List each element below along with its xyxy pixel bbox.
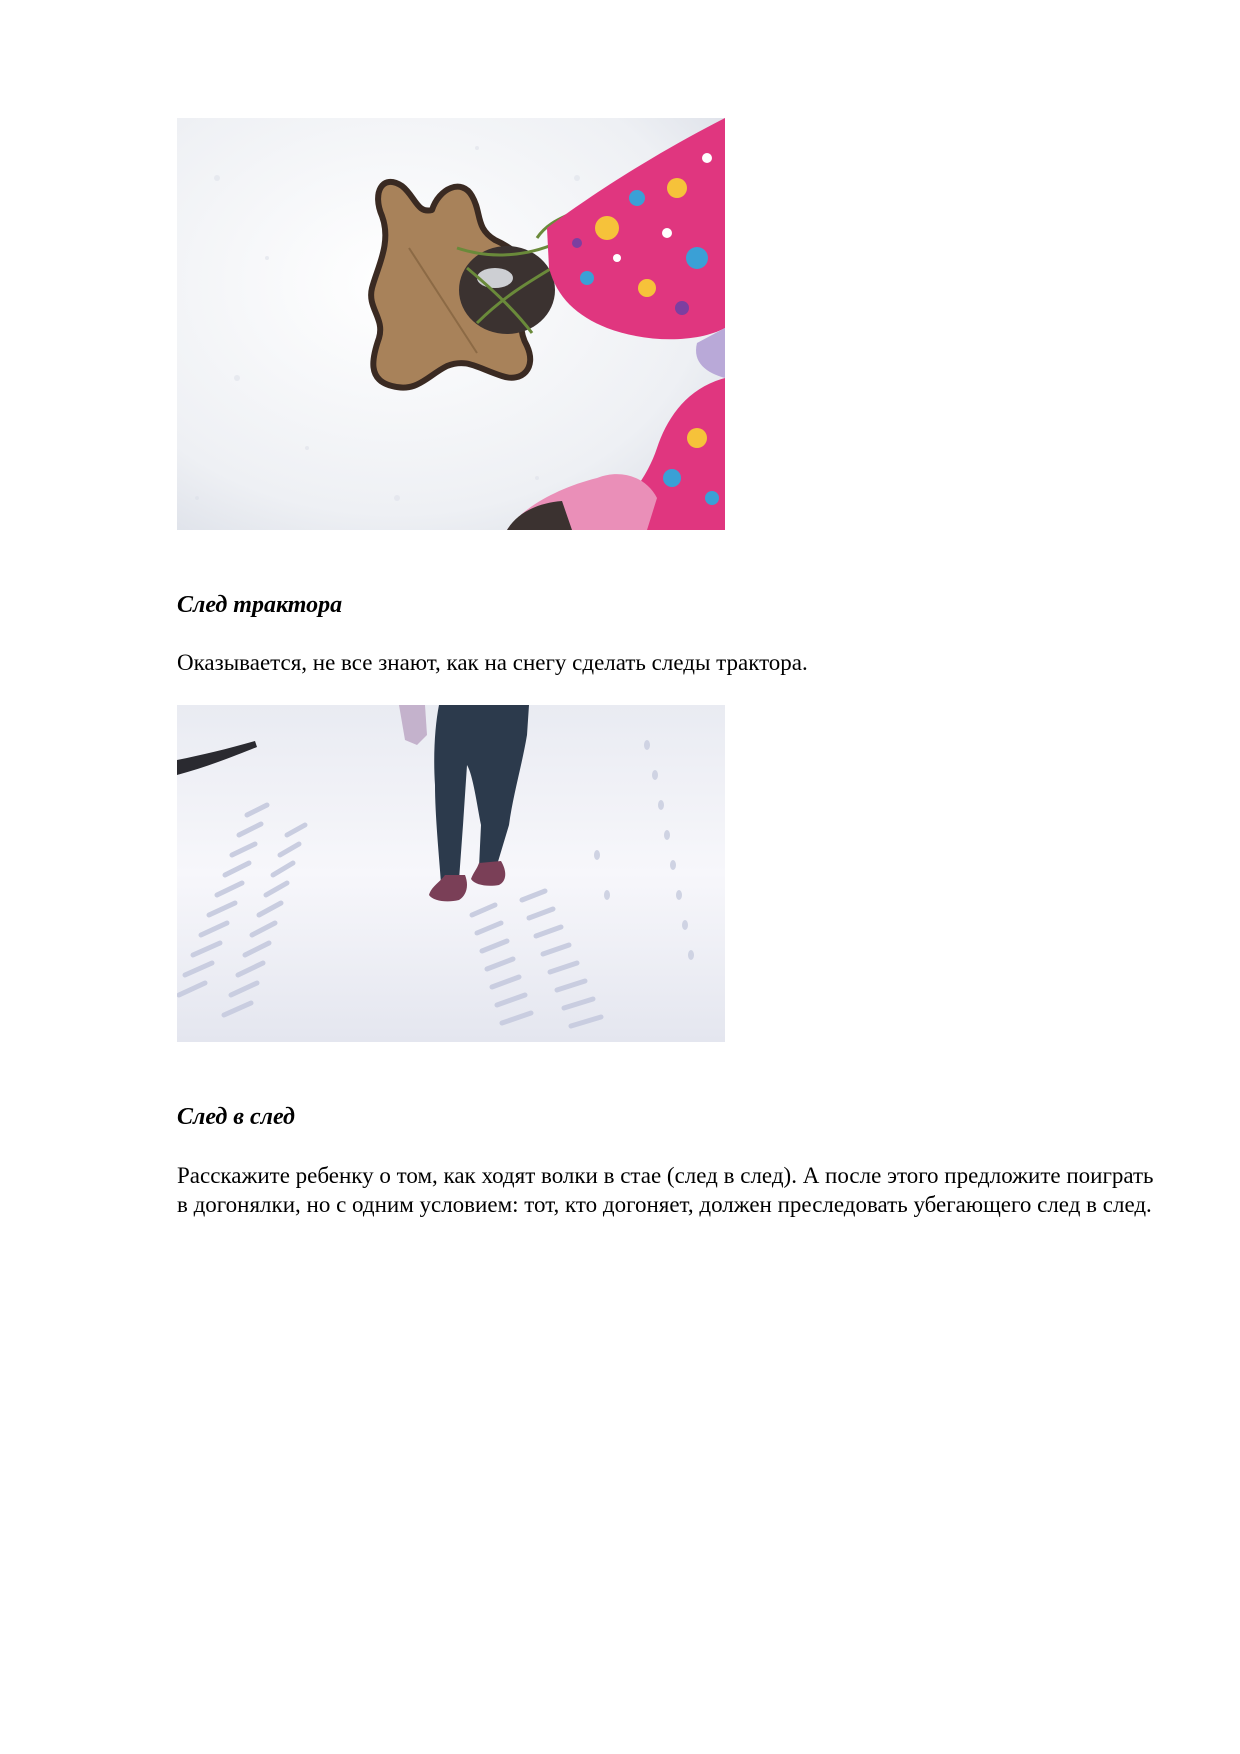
snow-cardboard-foot-image — [177, 118, 725, 530]
photo-tractor-tracks — [177, 705, 725, 1042]
snow-tracks-image — [177, 705, 725, 1042]
section-heading: След трактора — [177, 592, 343, 618]
photo-cardboard-footprint — [177, 118, 725, 530]
section-paragraph: Оказывается, не все знают, как на снегу сделать следы трактора. — [177, 650, 808, 675]
section-paragraph: Расскажите ребенку о том, как ходят волки в стае (след в след). А после этого предложите поиграть в догонялки, но с одним условием: тот, кто догоняет, должен преследовать убегающего след в след. — [177, 1163, 1154, 1217]
section-heading: След в след — [177, 1104, 295, 1130]
